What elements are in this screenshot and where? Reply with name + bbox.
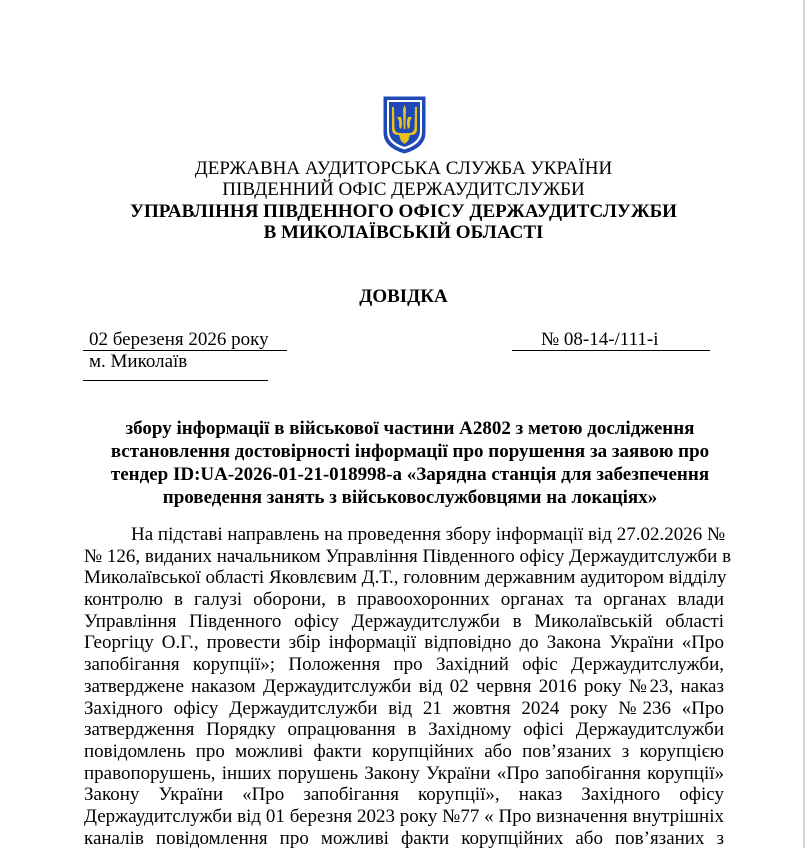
subject-line: встановлення достовірності інформації про порушення за заявою про	[110, 441, 710, 462]
header-office-name: ПІВДЕННИЙ ОФІС ДЕРЖАУДИТСЛУЖБИ	[222, 179, 585, 200]
body-line: Закону України «Про запобігання корупції», наказ Західного офісу	[84, 784, 724, 806]
body-line: повідомлень про можливі факти корупційних або пов’язаних з корупцією	[84, 740, 724, 762]
document-subject	[100, 417, 720, 509]
header-agency-name: ДЕРЖАВНА АУДИТОРСЬКА СЛУЖБА УКРАЇНИ	[194, 158, 613, 179]
body-line: Держаудитслужби від 01 березня 2023 року №77 « Про визначення внутрішніх	[84, 805, 724, 827]
subject-line: збору інформації в військової частини А2802 з метою дослідження	[125, 418, 695, 439]
body-line: Західного офісу Держаудитслужби від 21 жовтня 2024 року №236 «Про	[84, 697, 724, 719]
document-city: м. Миколаїв	[89, 351, 188, 372]
header-region-name: В МИКОЛАЇВСЬКІЙ ОБЛАСТІ	[263, 222, 544, 243]
body-line: Управління Південного офісу Держаудитслужби в Миколаївській області	[84, 610, 724, 632]
subject-line: тендер ID:UA-2026-01-21-018998-а «Зарядна станція для забезпечення	[110, 464, 710, 485]
body-line: Миколаївської області Яковлєвим Д.Т., головним державним аудитором відділу	[84, 567, 727, 589]
document-title: ДОВІДКА	[359, 286, 448, 307]
document-number: № 08-14-/111-і	[512, 329, 710, 351]
body-line: На підставі направлень на проведення збору інформації від 27.02.2026 №	[131, 524, 726, 545]
body-line: затвердження Порядку опрацювання в Західному офісі Держаудитслужби	[84, 719, 724, 741]
city-underline	[83, 380, 268, 381]
body-line: каналів повідомлення про можливі факти корупційних або пов’язаних з	[84, 827, 724, 849]
subject-line: проведення занять з військовослужбовцями на локаціях»	[162, 487, 658, 508]
coat-of-arms-icon	[382, 95, 427, 155]
body-line: запобігання корупції»; Положення про Західний офіс Держаудитслужби,	[84, 654, 724, 676]
body-line: № 126, виданих начальником Управління Південного офісу Держаудитслужби в	[84, 545, 732, 567]
body-line: контролю в галузі оборони, в правоохоронних органах та органах влади	[84, 589, 724, 611]
body-line: затверджене наказом Держаудитслужби від 02 червня 2016 року №23, наказ	[84, 675, 724, 697]
body-line: правопорушень, інших порушень Закону України «Про запобігання корупції»	[84, 762, 724, 784]
document-date: 02 березеня 2026 року	[83, 329, 287, 351]
document-body	[84, 524, 732, 849]
body-line: Георгіцу О.Г., провести збір інформації відповідно до Закона України «Про	[84, 632, 724, 654]
header-department-name: УПРАВЛІННЯ ПІВДЕННОГО ОФІСУ ДЕРЖАУДИТСЛУЖБИ	[130, 201, 677, 222]
